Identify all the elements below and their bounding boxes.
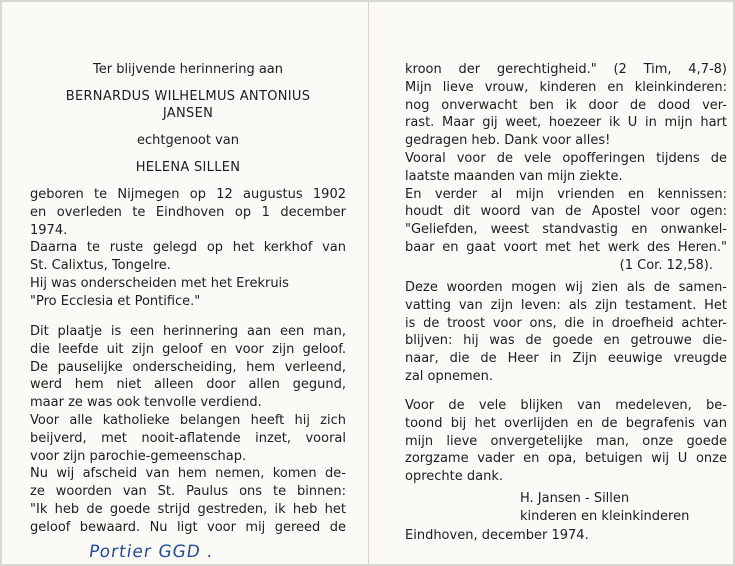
deceased-name-line1: BERNARDUS WILHELMUS ANTONIUS xyxy=(65,89,311,104)
card-fold-line xyxy=(368,2,369,564)
thanks-paragraph xyxy=(405,397,727,486)
farewell-line: Vooral voor de vele opofferingen tijdens de xyxy=(405,150,727,166)
scripture-paragraph xyxy=(405,61,727,275)
bio-line: Hij was onderscheiden met het Erekruis xyxy=(30,275,289,291)
bio-paragraph xyxy=(30,186,346,311)
scripture-citation: (1 Cor. 12,58). xyxy=(619,257,713,273)
memorial-card xyxy=(2,2,733,564)
signature-family: kinderen en kleinkinderen xyxy=(520,509,690,524)
farewell-line: Mijn lieve vrouw, kinderen en kleinkinderen: xyxy=(405,79,727,95)
tribute-line: voor zijn parochie-gemeenschap. xyxy=(30,448,247,464)
testament-line: vatting van zijn leven: als zijn testament. Het xyxy=(405,297,727,313)
testament-paragraph xyxy=(405,279,727,386)
thanks-line: mijn lieve onvergetelijke man, onze goede xyxy=(405,433,727,449)
deceased-name-line2: JANSEN xyxy=(162,106,214,121)
thanks-line: zorgzame vader en opa, betuigen wij U onze xyxy=(405,451,727,467)
thanks-line: Voor de vele blijken van medeleven, be- xyxy=(405,398,727,413)
tribute-line: maar ze was ook tenvolle verdiend. xyxy=(30,395,262,411)
bio-line: "Pro Ecclesia et Pontifice." xyxy=(30,293,201,309)
handwritten-note: Portier GGD . xyxy=(87,542,215,562)
right-page xyxy=(405,2,727,564)
spouse-label: echtgenoot van xyxy=(136,133,239,148)
tribute-line: geloof bewaard. Nu ligt voor mij gereed de xyxy=(30,519,346,535)
bio-line: en overleden te Eindhoven op 1 december xyxy=(30,204,346,220)
farewell-line: gedragen heb. Dank voor alles! xyxy=(405,133,611,149)
thanks-line: oprechte dank. xyxy=(405,469,503,485)
tribute-line: Voor alle katholieke belangen heeft hij zich xyxy=(30,412,346,428)
farewell-line: rast. Maar gij weet, hoezeer ik U in mijn hart xyxy=(405,115,727,131)
bio-line: 1974. xyxy=(30,222,68,238)
farewell-line: "Geliefden, weest standvastig en onwankel- xyxy=(405,222,727,238)
tribute-line: die leefde uit zijn geloof en voor zijn geloof. xyxy=(30,341,346,357)
intro-line: Ter blijvende herinnering aan xyxy=(92,62,284,77)
bio-line: St. Calixtus, Tongelre. xyxy=(30,258,171,274)
testament-line: zal opnemen. xyxy=(405,368,494,384)
thanks-line: toond bij het overlijden en de begrafenis van xyxy=(405,415,727,431)
spouse-name: HELENA SILLEN xyxy=(135,160,241,175)
bio-line: geboren te Nijmegen op 12 augustus 1902 xyxy=(30,187,346,202)
tribute-line: "Ik heb de goede strijd gestreden, ik heb het xyxy=(30,501,346,517)
testament-line: blijven: hij was de goede en getrouwe die- xyxy=(405,333,727,349)
tribute-line: De pauselijke onderscheiding, hem verleend, xyxy=(30,359,346,375)
bio-line: Daarna te ruste gelegd op het kerkhof van xyxy=(30,240,346,256)
farewell-line: laatste maanden van mijn ziekte. xyxy=(405,168,623,184)
signature-name: H. Jansen - Sillen xyxy=(520,491,630,506)
tribute-line: beijverd, met nooit-aflatende inzet, vooral xyxy=(30,430,346,446)
tribute-line: Nu wij afscheid van hem nemen, komen de- xyxy=(30,466,346,482)
farewell-line: baar en gaat voort met het werk des Heren." xyxy=(405,239,727,255)
place-date: Eindhoven, december 1974. xyxy=(405,528,589,543)
testament-line: Deze woorden mogen wij zien als de samen- xyxy=(405,280,727,295)
farewell-line: houdt dit woord van de Apostel voor ogen: xyxy=(405,204,727,220)
testament-line: naar, die de Heer in Zijn eeuwige vreugde xyxy=(405,351,727,367)
testament-line: is de troost voor ons, die in droefheid achter- xyxy=(405,315,727,331)
tribute-line: ze woorden van St. Paulus ons te binnen: xyxy=(30,484,346,500)
farewell-line: nog onverwacht ben ik door de dood ver- xyxy=(405,97,727,113)
left-page xyxy=(30,2,346,564)
tribute-line: Dit plaatje is een herinnering aan een man, xyxy=(30,324,346,339)
tribute-line: werd hem niet alleen door allen gegund, xyxy=(30,377,346,393)
farewell-line: En verder al mijn vrienden en kennissen: xyxy=(405,186,727,202)
tribute-paragraph xyxy=(30,323,346,537)
scripture-end-line: kroon der gerechtigheid." (2 Tim, 4,7-8) xyxy=(405,62,727,77)
